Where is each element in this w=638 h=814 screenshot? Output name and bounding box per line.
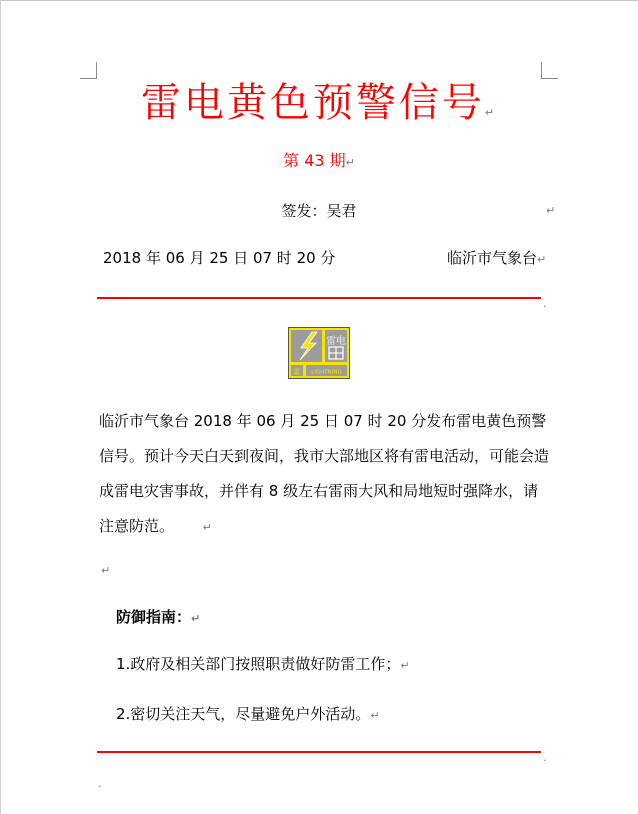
icon-label-cn: 雷电	[326, 336, 346, 347]
paragraph-mark: ·	[543, 754, 547, 767]
paragraph-mark: ·	[98, 780, 102, 793]
guidance-item: 1.政府及相关部门按照职责做好防雷工作；↵	[116, 655, 410, 673]
svg-text:雷: 雷	[293, 368, 301, 376]
paragraph-mark: ↵	[537, 253, 547, 266]
paragraph-mark: ↵	[370, 709, 380, 722]
paragraph-mark: ·	[543, 300, 547, 313]
issue-number: 第 43 期↵	[283, 151, 355, 170]
guidance-item: 2.密切关注天气，尽量避免户外活动。↵	[116, 705, 380, 723]
issue-datetime: 2018 年 06 月 25 日 07 时 20 分	[103, 249, 336, 267]
signer-line: 签发：吴君	[281, 202, 357, 220]
issuer-name: 临沂市气象台↵	[447, 249, 547, 267]
paragraph-mark: ↵	[202, 521, 212, 534]
page-top-edge	[0, 0, 638, 1]
margin-corner-top-left	[80, 62, 97, 79]
document-title: 雷电黄色预警信号↵	[140, 80, 498, 126]
icon-label-en: LIGHTNING	[311, 369, 342, 376]
paragraph-mark: ↵	[484, 106, 498, 119]
paragraph-mark: ↵	[546, 204, 556, 217]
guidance-heading: 防御指南：↵	[116, 608, 201, 626]
margin-corner-top-right	[541, 62, 558, 79]
red-divider-top	[97, 297, 541, 299]
paragraph-mark: ↵	[345, 156, 355, 169]
paragraph-mark: ↵	[400, 659, 410, 672]
paragraph-mark: ↵	[191, 612, 201, 625]
lightning-yellow-warning-icon	[288, 327, 350, 379]
warning-body-text: 临沂市气象台 2018 年 06 月 25 日 07 时 20 分发布雷电黄色预警信号。预计今天白天到夜间，我市大部地区将有雷电活动，可能会造成雷电灾害事故，并伴有 8 级左右雷雨大风和局地短时强降水，请注意防范。 ↵	[99, 412, 550, 535]
red-divider-bottom	[97, 751, 541, 753]
paragraph-mark: ↵	[101, 564, 111, 577]
